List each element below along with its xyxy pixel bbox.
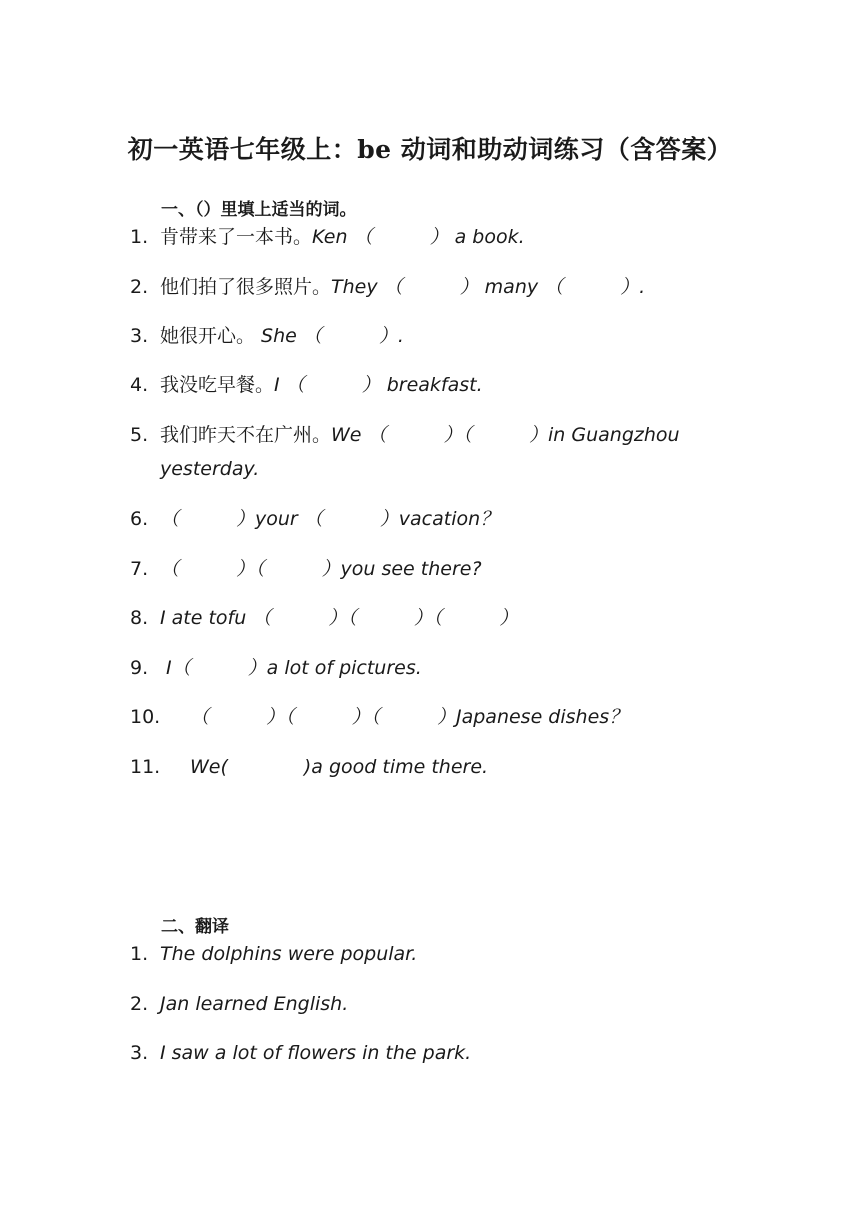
item-continuation: yesterday. [160, 458, 260, 480]
item-english: We( )a good time there. [190, 756, 489, 778]
item-number: 6. [130, 508, 149, 530]
item-english: I（ ）a lot of pictures. [160, 657, 422, 679]
item-english: （ ）（ ）（ ）Japanese dishes？ [190, 706, 629, 728]
section-1-heading: 一、（）里填上适当的词。 [161, 200, 357, 220]
item-number: 1. [130, 943, 149, 965]
exercise-item-5 [130, 418, 750, 486]
exercise-item-7 [130, 552, 750, 586]
section-2-heading: 二、翻译 [161, 917, 229, 937]
item-number: 5. [130, 424, 149, 446]
item-english: We （ ）（ ）in Guangzhou [331, 424, 680, 446]
item-number: 8. [130, 607, 149, 629]
item-chinese: 我没吃早餐。 [160, 374, 275, 396]
item-chinese: 我们昨天不在广州。 [160, 424, 332, 446]
item-chinese: 她很开心。 [160, 325, 256, 347]
translation-item-1 [130, 937, 750, 971]
exercise-item-6 [130, 502, 750, 536]
item-number: 4. [130, 374, 149, 396]
item-number: 1. [130, 226, 149, 248]
item-english: I ate tofu （ ）（ ）（ ） [160, 607, 519, 629]
exercise-item-11 [130, 750, 750, 784]
item-number: 3. [130, 325, 149, 347]
item-english: （ ）your （ ）vacation？ [160, 508, 500, 530]
item-english: Ken （ ） a book. [312, 226, 525, 248]
item-english: I saw a lot of flowers in the park. [160, 1042, 472, 1064]
item-english: They （ ） many （ ）. [331, 276, 646, 298]
item-number: 3. [130, 1042, 149, 1064]
item-chinese: 肯带来了一本书。 [160, 226, 313, 248]
item-english: She （ ）. [255, 325, 404, 347]
exercise-item-8 [130, 601, 750, 635]
exercise-item-9 [130, 651, 750, 685]
item-english: （ ）（ ）you see there? [160, 558, 482, 580]
item-chinese: 他们拍了很多照片。 [160, 276, 332, 298]
translation-item-3 [130, 1036, 750, 1070]
exercise-item-3 [130, 319, 750, 353]
item-english: The dolphins were popular. [160, 943, 418, 965]
item-english: Jan learned English. [160, 993, 349, 1015]
exercise-item-2 [130, 270, 750, 304]
page-title: 初一英语七年级上：be 动词和助动词练习（含答案） [127, 135, 733, 164]
exercise-item-1 [130, 220, 750, 254]
item-number: 2. [130, 276, 149, 298]
item-english: I （ ） breakfast. [274, 374, 483, 396]
item-number: 9. [130, 657, 149, 679]
translation-item-2 [130, 987, 750, 1021]
item-number: 10. [130, 706, 161, 728]
item-number: 11. [130, 756, 161, 778]
exercise-item-10 [130, 700, 750, 734]
exercise-item-4 [130, 368, 750, 402]
item-number: 7. [130, 558, 149, 580]
item-number: 2. [130, 993, 149, 1015]
